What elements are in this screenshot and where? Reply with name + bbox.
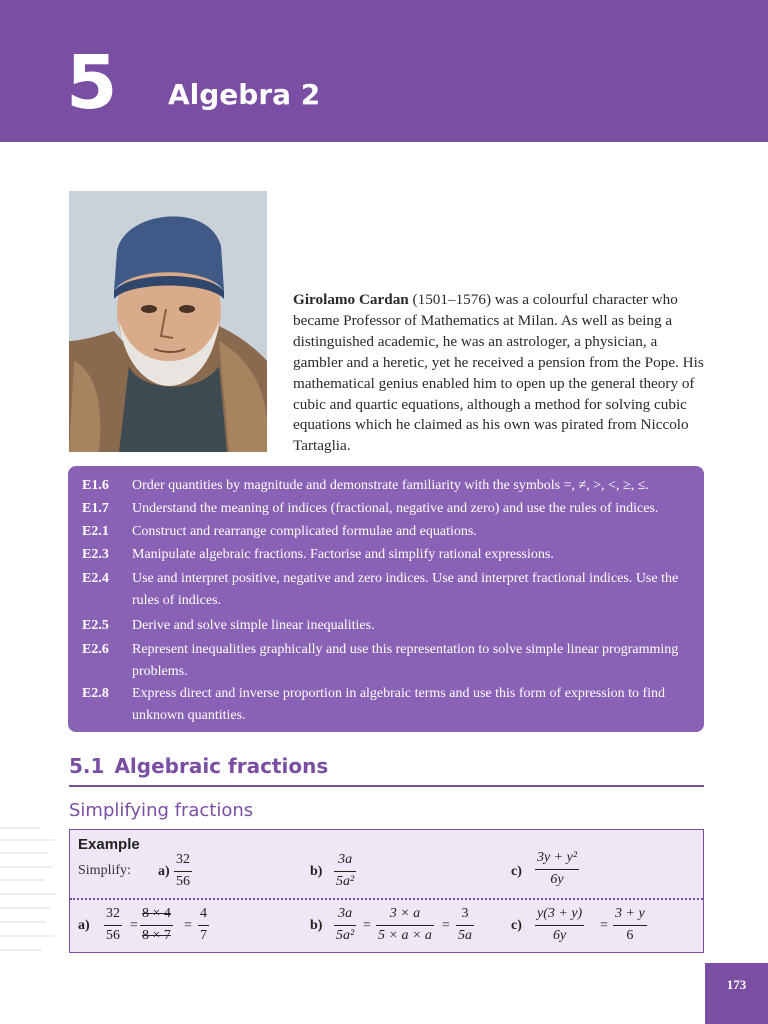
equals-sign: = <box>363 918 371 933</box>
chapter-banner <box>0 0 768 142</box>
fraction-bar <box>376 925 434 926</box>
objective-code: E2.5 <box>82 618 109 633</box>
chapter-title: Algebra 2 <box>168 78 321 111</box>
fraction-denominator: 56 <box>176 873 190 889</box>
fraction-bar <box>334 871 356 872</box>
fraction-numerator: 3a <box>338 852 353 867</box>
equals-sign: = <box>130 918 138 933</box>
answer-b-result <box>456 906 474 945</box>
objective-code: E2.8 <box>82 686 109 701</box>
intro-name: Girolamo Cardan <box>293 291 409 308</box>
fraction-bar <box>613 925 647 926</box>
subsection-heading: Simplifying fractions <box>69 800 254 821</box>
equals-sign: = <box>442 918 450 933</box>
objective-code: E2.4 <box>82 571 109 586</box>
objective-code: E2.6 <box>82 642 109 657</box>
answer-a-result <box>198 906 209 945</box>
objective-text: Express direct and inverse proportion in algebraic terms and use this form of expression to find unknown quantities. <box>132 686 666 723</box>
question-fraction-a <box>174 852 192 891</box>
answer-a-step2 <box>140 906 173 945</box>
fraction-denominator: 7 <box>200 927 207 943</box>
objective-text: Construct and rearrange complicated formulae and equations. <box>132 524 477 539</box>
section-heading <box>69 754 328 778</box>
chapter-number: 5 <box>66 40 118 126</box>
objective-text: Derive and solve simple linear inequalities. <box>132 618 375 633</box>
fraction-numerator: 3 <box>461 906 469 921</box>
fraction-bar <box>535 925 584 926</box>
fraction-numerator: 3y + y² <box>537 850 578 865</box>
fraction-numerator: 8 × 4 <box>142 906 171 921</box>
answer-b-step1 <box>334 906 356 945</box>
fraction-numerator: 4 <box>200 906 207 921</box>
fraction-denominator: 56 <box>106 927 120 943</box>
question-label-c: c) <box>511 864 522 879</box>
fraction-numerator: y(3 + y) <box>537 906 583 921</box>
question-fraction-c <box>535 850 579 889</box>
example-title: Example <box>78 836 140 853</box>
answer-c-result <box>613 906 647 945</box>
fraction-bar <box>456 925 474 926</box>
page-number: 173 <box>726 977 747 992</box>
fraction-numerator: 3a <box>338 906 353 921</box>
section-number: 5.1 <box>69 754 105 778</box>
intro-text: (1501–1576) was a colourful character who became Professor of Mathematics at Milan. As well as being a distinguished academic, he was an astrologer, a physician, a gambler and a heretic, yet he received a pension from the Pope. His mathematical genius enabled him to open up the general theory of cubic and quartic equations, although a method for solving cubic equations which he claimed as his own was pirated from Niccolo Tartaglia. <box>293 291 704 455</box>
objective-text: Manipulate algebraic fractions. Factorise and simplify rational expressions. <box>132 547 554 562</box>
fraction-denominator: 6 <box>626 927 634 943</box>
objective-code: E2.3 <box>82 547 109 562</box>
fraction-numerator: 3 × a <box>389 906 421 921</box>
fraction-bar <box>104 925 122 926</box>
fraction-bar <box>535 869 579 870</box>
objective-text: Understand the meaning of indices (fractional, negative and zero) and use the rules of indices. <box>132 501 659 516</box>
section-rule <box>69 785 704 787</box>
example-divider <box>70 898 703 900</box>
scan-edge-lines <box>0 820 58 960</box>
objective-code: E2.1 <box>82 524 109 539</box>
fraction-numerator: 32 <box>106 906 120 921</box>
fraction-denominator: 6y <box>550 871 564 887</box>
question-fraction-b <box>334 852 356 891</box>
answer-a-step1 <box>104 906 122 945</box>
intro-paragraph <box>293 290 709 457</box>
portrait-illustration <box>69 191 267 452</box>
fraction-bar <box>334 925 356 926</box>
objective-code: E1.7 <box>82 501 109 516</box>
fraction-bar <box>174 871 192 872</box>
fraction-denominator: 5a <box>458 927 472 943</box>
fraction-denominator: 5a² <box>336 927 355 943</box>
equals-sign: = <box>600 918 608 933</box>
portrait-image <box>69 191 267 452</box>
question-label-b: b) <box>310 864 323 879</box>
question-label-a: a) <box>158 864 170 879</box>
example-box <box>69 829 704 953</box>
answer-c-step1 <box>535 906 584 945</box>
answer-label-a: a) <box>78 918 90 933</box>
fraction-bar <box>198 925 209 926</box>
fraction-denominator: 5a² <box>336 873 355 889</box>
answer-label-c: c) <box>511 918 522 933</box>
answer-b-step2 <box>376 906 434 945</box>
page-number-tab <box>705 963 768 1024</box>
fraction-denominator: 6y <box>552 927 567 943</box>
section-title: Algebraic fractions <box>114 754 329 778</box>
fraction-numerator: 3 + y <box>615 906 645 921</box>
fraction-denominator: 5 × a × a <box>378 927 432 943</box>
objective-text: Use and interpret positive, negative and zero indices. Use and interpret fractional indices. Use the rules of indices. <box>132 571 679 608</box>
fraction-denominator: 8 × 7 <box>142 927 171 943</box>
fraction-numerator: 32 <box>176 852 190 867</box>
objectives-box <box>68 466 704 732</box>
objective-code: E1.6 <box>82 478 109 493</box>
equals-sign: = <box>184 918 192 933</box>
example-prompt: Simplify: <box>78 863 131 878</box>
objective-text: Order quantities by magnitude and demonstrate familiarity with the symbols =, ≠, >, <, ≥, ≤. <box>132 478 649 493</box>
answer-label-b: b) <box>310 918 323 933</box>
fraction-bar <box>140 925 173 926</box>
objective-text: Represent inequalities graphically and use this representation to solve simple linear programming problems. <box>132 642 679 679</box>
